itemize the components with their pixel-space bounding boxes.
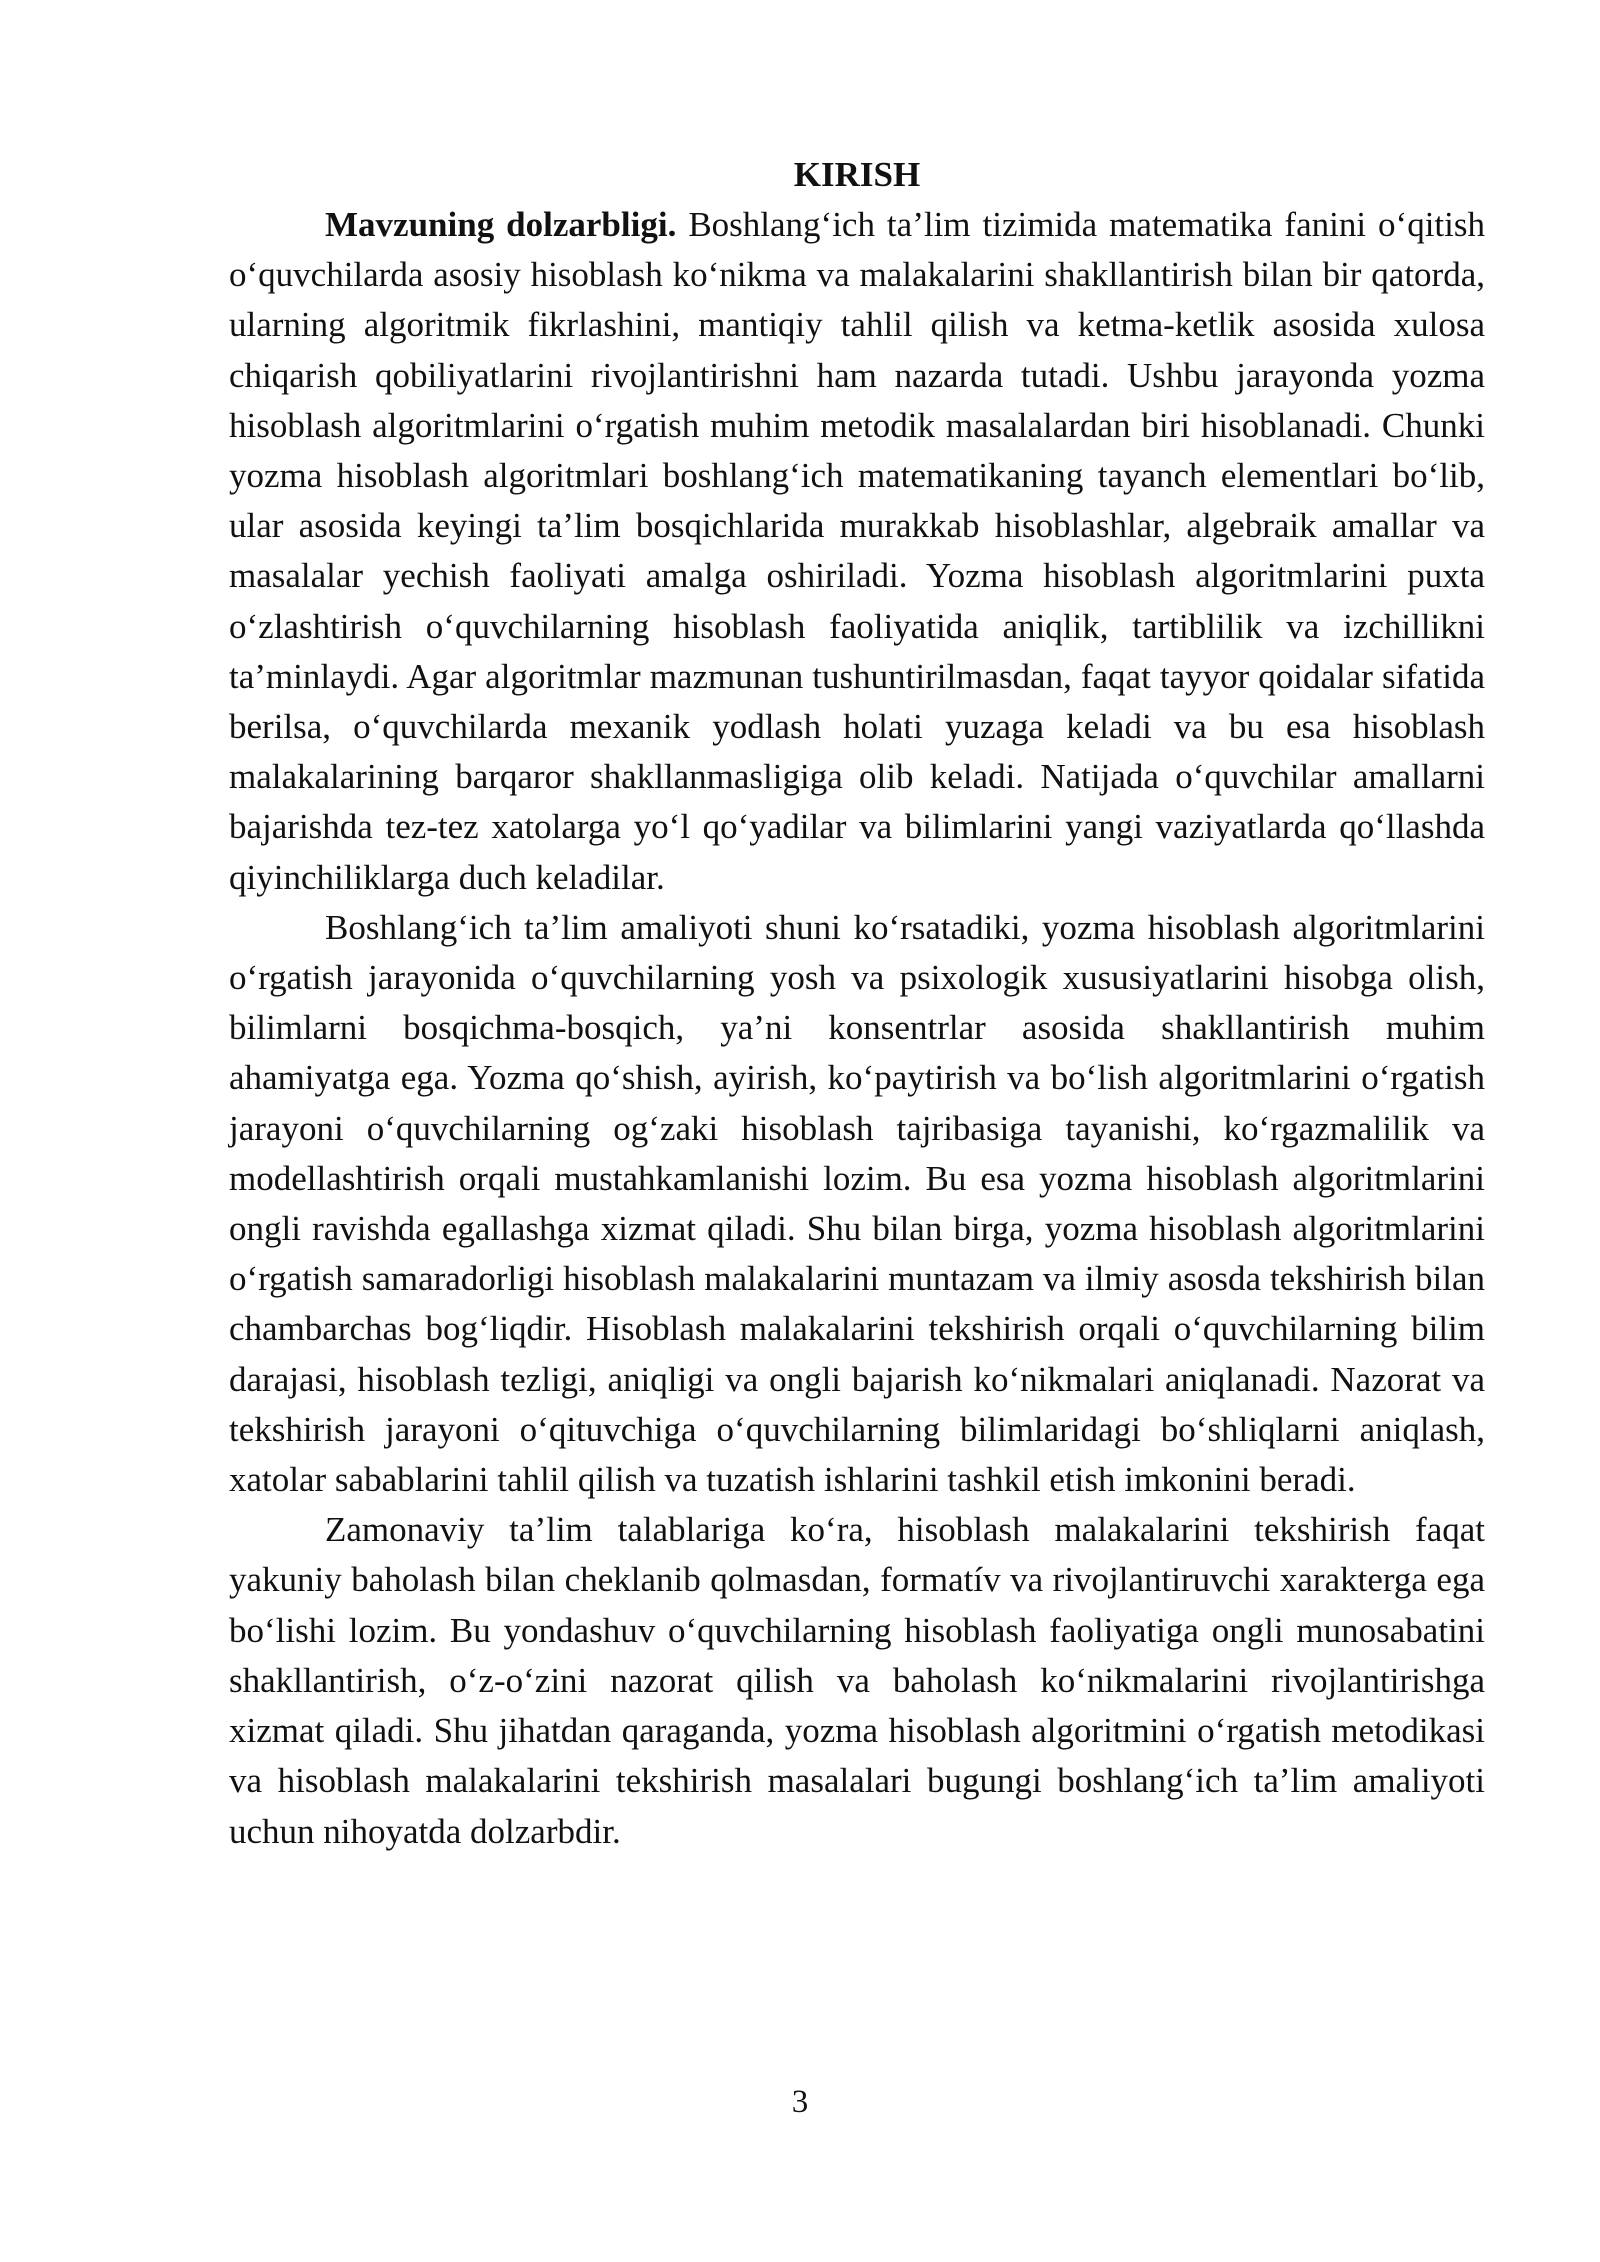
page-content [229, 150, 1485, 1857]
paragraph-practice: Boshlang‘ich ta’lim amaliyoti shuni ko‘rsatadiki, yozma hisoblash algoritmlarini o‘rgatish jarayonida o‘quvchilarning yosh va psixologik xususiyatlarini hisobga olish, bilimlarni bosqichma-bosqich, ya’ni konsentrlar asosida shakllantirish muhim ahamiyatga ega. Yozma qo‘shish, ayirish, ko‘paytirish va bo‘lish algoritmlarini o‘rgatish jarayoni o‘quvchilarning og‘zaki hisoblash tajribasiga tayanishi, ko‘rgazmalilik va modellashtirish orqali mustahkamlanishi lozim. Bu esa yozma hisoblash algoritmlarini ongli ravishda egallashga xizmat qiladi. Shu bilan birga, yozma hisoblash algoritmlarini o‘rgatish samaradorligi hisoblash malakalarini muntazam va ilmiy asosda tekshirish bilan chambarchas bog‘liqdir. Hisoblash malakalarini tekshirish orqali o‘quvchilarning bilim darajasi, hisoblash tezligi, aniqligi va ongli bajarish ko‘nikmalari aniqlanadi. Nazorat va tekshirish jarayoni o‘qituvchiga o‘quvchilarning bilimlaridagi bo‘shliqlarni aniqlash, xatolar sabablarini tahlil qilish va tuzatish ishlarini tashkil etish imkonini beradi. [229, 907, 1485, 1500]
paragraph-lead: Mavzuning dolzarbligi. [325, 205, 677, 244]
paragraph-relevance [229, 200, 1485, 903]
paragraph-modern-requirements: Zamonaviy ta’lim talablariga ko‘ra, hisoblash malakalarini tekshirish faqat yakuniy baholash bilan cheklanib qolmasdan, formatív va rivojlantiruvchi xarakterga ega bo‘lishi lozim. Bu yondashuv o‘quvchilarning hisoblash faoliyatiga ongli munosabatini shakllantirish, o‘z-o‘zini nazorat qilish va baholash ko‘nikmalarini rivojlantirishga xizmat qiladi. Shu jihatdan qaraganda, yozma hisoblash algoritmini o‘rgatish metodikasi va hisoblash malakalarini tekshirish masalalari bugungi boshlang‘ich ta’lim amaliyoti uchun nihoyatda dolzarbdir. [229, 1510, 1485, 1851]
section-heading: KIRISH [793, 155, 921, 194]
page-number: 3 [791, 2084, 809, 2120]
paragraph-text: Boshlang‘ich ta’lim tizimida matematika fanini o‘qitish o‘quvchilarda asosiy hisoblash ko‘nikma va malakalarini shakllantirish bilan bir qatorda, ularning algoritmik fikrlashini, mantiqiy tahlil qilish va ketma-ketlik asosida xulosa chiqarish qobiliyatlarini rivojlantirishni ham nazarda tutadi. Ushbu jarayonda yozma hisoblash algoritmlarini o‘rgatish muhim metodik masalalardan biri hisoblanadi. Chunki yozma hisoblash algoritmlari boshlang‘ich matematikaning tayanch elementlari bo‘lib, ular asosida keyingi ta’lim bosqichlarida murakkab hisoblashlar, algebraik amallar va masalalar yechish faoliyati amalga oshiriladi. Yozma hisoblash algoritmlarini puxta o‘zlashtirish o‘quvchilarning hisoblash faoliyatida aniqlik, tartiblilik va izchillikni ta’minlaydi. Agar algoritmlar mazmunan tushuntirilmasdan, faqat tayyor qoidalar sifatida berilsa, o‘quvchilarda mexanik yodlash holati yuzaga keladi va bu esa hisoblash malakalarining barqaror shakllanmasligiga olib keladi. Natijada o‘quvchilar amallarni bajarishda tez-tez xatolarga yo‘l qo‘yadilar va bilimlarini yangi vaziyatlarda qo‘llashda qiyinchiliklarga duch keladilar. [229, 205, 1485, 897]
